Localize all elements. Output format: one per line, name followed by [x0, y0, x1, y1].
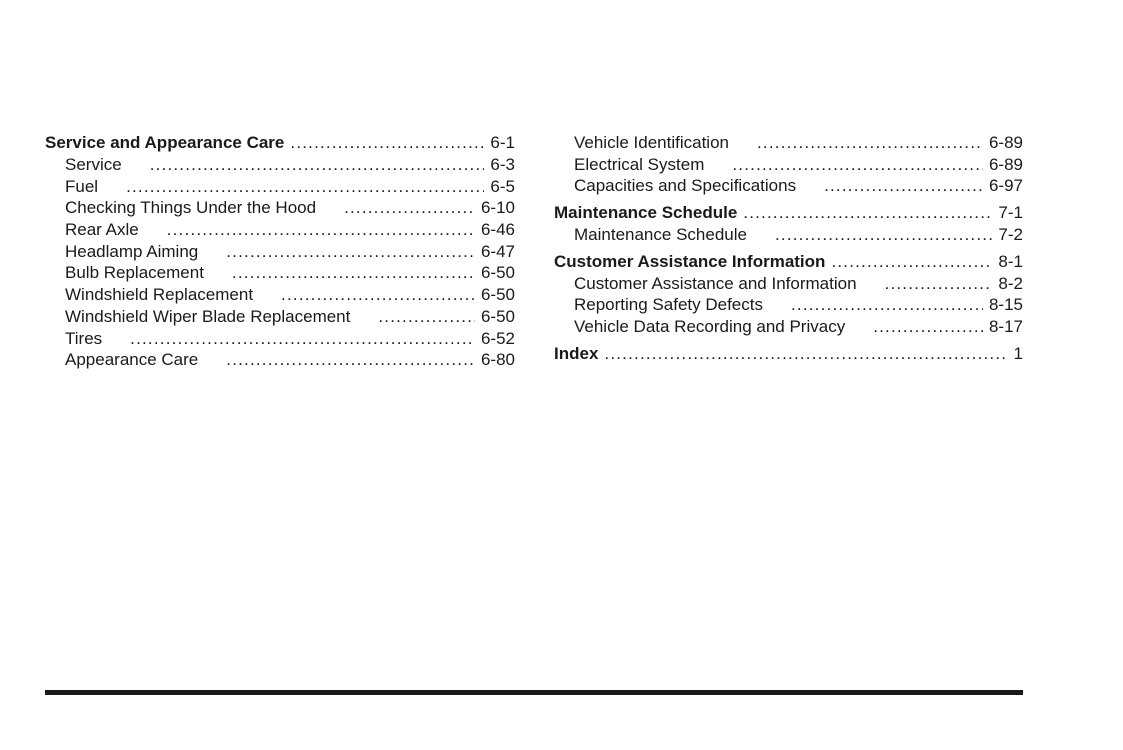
toc-page-number: 6-50	[480, 263, 515, 283]
toc-dot-leader	[732, 154, 983, 176]
toc-section-service-appearance-care[interactable]	[45, 132, 515, 154]
toc-entry-title: Reporting Safety Defects	[574, 295, 763, 315]
toc-dot-leader	[226, 241, 475, 263]
toc-dot-leader	[757, 132, 983, 154]
toc-section-maintenance-schedule[interactable]	[554, 202, 1023, 224]
toc-entry-title: Index	[554, 343, 599, 363]
toc-page-number: 8-2	[998, 273, 1023, 293]
toc-page-number: 8-1	[998, 251, 1023, 271]
toc-page-number: 7-2	[998, 225, 1023, 245]
toc-page-number: 6-89	[988, 154, 1023, 174]
toc-entry-vehicle-data-recording[interactable]	[554, 316, 1023, 338]
toc-dot-leader	[775, 224, 992, 246]
toc-page-number: 1	[1013, 343, 1023, 363]
toc-entry-title: Windshield Wiper Blade Replacement	[65, 306, 351, 326]
toc-dot-leader	[167, 219, 475, 241]
toc-page-number: 6-46	[480, 220, 515, 240]
toc-dot-leader	[281, 284, 475, 306]
toc-dot-leader	[226, 349, 475, 371]
toc-entry-customer-assistance-information[interactable]	[554, 273, 1023, 295]
toc-entry-tires[interactable]	[45, 328, 515, 350]
toc-entry-title: Windshield Replacement	[65, 285, 254, 305]
toc-entry-title: Capacities and Specifications	[574, 176, 797, 196]
toc-page-number: 7-1	[998, 203, 1023, 223]
toc-dot-leader	[130, 328, 475, 350]
toc-entry-title: Customer Assistance and Information	[574, 273, 857, 293]
toc-entry-rear-axle[interactable]	[45, 219, 515, 241]
toc-entry-title: Checking Things Under the Hood	[65, 198, 317, 218]
toc-dot-leader	[873, 316, 983, 338]
toc-dot-leader	[378, 306, 475, 328]
toc-entry-reporting-safety-defects[interactable]	[554, 294, 1023, 316]
toc-entry-title: Vehicle Identification	[574, 133, 729, 152]
toc-page-number: 8-15	[988, 295, 1023, 315]
toc-page-number: 6-50	[480, 306, 515, 326]
toc-entry-title: Appearance Care	[65, 350, 199, 370]
toc-dot-leader	[831, 251, 992, 273]
toc-entry-title: Fuel	[65, 176, 99, 196]
toc-page-number: 6-10	[480, 198, 515, 218]
toc-page-number: 8-17	[988, 317, 1023, 337]
toc-entry-service[interactable]	[45, 154, 515, 176]
toc-section-customer-assistance[interactable]	[554, 251, 1023, 273]
toc-entry-bulb-replacement[interactable]	[45, 262, 515, 284]
toc-page-number: 6-47	[480, 241, 515, 261]
toc-entry-checking-under-hood[interactable]	[45, 197, 515, 219]
toc-entry-appearance-care[interactable]	[45, 349, 515, 371]
toc-dot-leader	[604, 343, 1007, 365]
toc-entry-title: Headlamp Aiming	[65, 241, 199, 261]
footer-divider	[45, 690, 1023, 695]
toc-entry-vehicle-identification[interactable]	[554, 132, 1023, 154]
toc-page-number: 6-97	[988, 176, 1023, 196]
toc-left-column	[45, 132, 515, 371]
toc-page-number: 6-1	[490, 133, 515, 152]
toc-dot-leader	[824, 175, 983, 197]
toc-page-number: 6-52	[480, 328, 515, 348]
toc-entry-wiper-blade-replacement[interactable]	[45, 306, 515, 328]
toc-page-number: 6-89	[988, 133, 1023, 152]
toc-dot-leader	[885, 273, 993, 295]
toc-entry-title: Rear Axle	[65, 220, 139, 240]
toc-entry-title: Maintenance Schedule	[554, 203, 738, 223]
toc-page-number: 6-50	[480, 285, 515, 305]
toc-entry-electrical-system[interactable]	[554, 154, 1023, 176]
toc-dot-leader	[743, 202, 992, 224]
toc-page-number: 6-5	[490, 176, 515, 196]
toc-dot-leader	[126, 176, 484, 198]
toc-entry-title: Maintenance Schedule	[574, 225, 747, 245]
toc-entry-capacities-specifications[interactable]	[554, 175, 1023, 197]
toc-dot-leader	[290, 132, 484, 154]
toc-entry-headlamp-aiming[interactable]	[45, 241, 515, 263]
toc-dot-leader	[344, 197, 475, 219]
toc-page-number: 6-3	[490, 155, 515, 174]
toc-entry-windshield-replacement[interactable]	[45, 284, 515, 306]
toc-entry-title: Customer Assistance Information	[554, 251, 826, 271]
toc-dot-leader	[232, 262, 475, 284]
toc-right-column	[554, 132, 1023, 365]
toc-entry-maintenance-schedule[interactable]	[554, 224, 1023, 246]
toc-section-index[interactable]	[554, 343, 1023, 365]
toc-entry-fuel[interactable]	[45, 176, 515, 198]
toc-entry-title: Bulb Replacement	[65, 263, 204, 283]
toc-dot-leader	[791, 294, 983, 316]
toc-entry-title: Tires	[65, 328, 103, 348]
toc-dot-leader	[150, 154, 485, 176]
toc-page-number: 6-80	[480, 350, 515, 370]
toc-entry-title: Vehicle Data Recording and Privacy	[574, 317, 846, 337]
toc-entry-title: Electrical System	[574, 154, 705, 174]
toc-entry-title: Service	[65, 155, 122, 174]
toc-entry-title: Service and Appearance Care	[45, 133, 285, 152]
